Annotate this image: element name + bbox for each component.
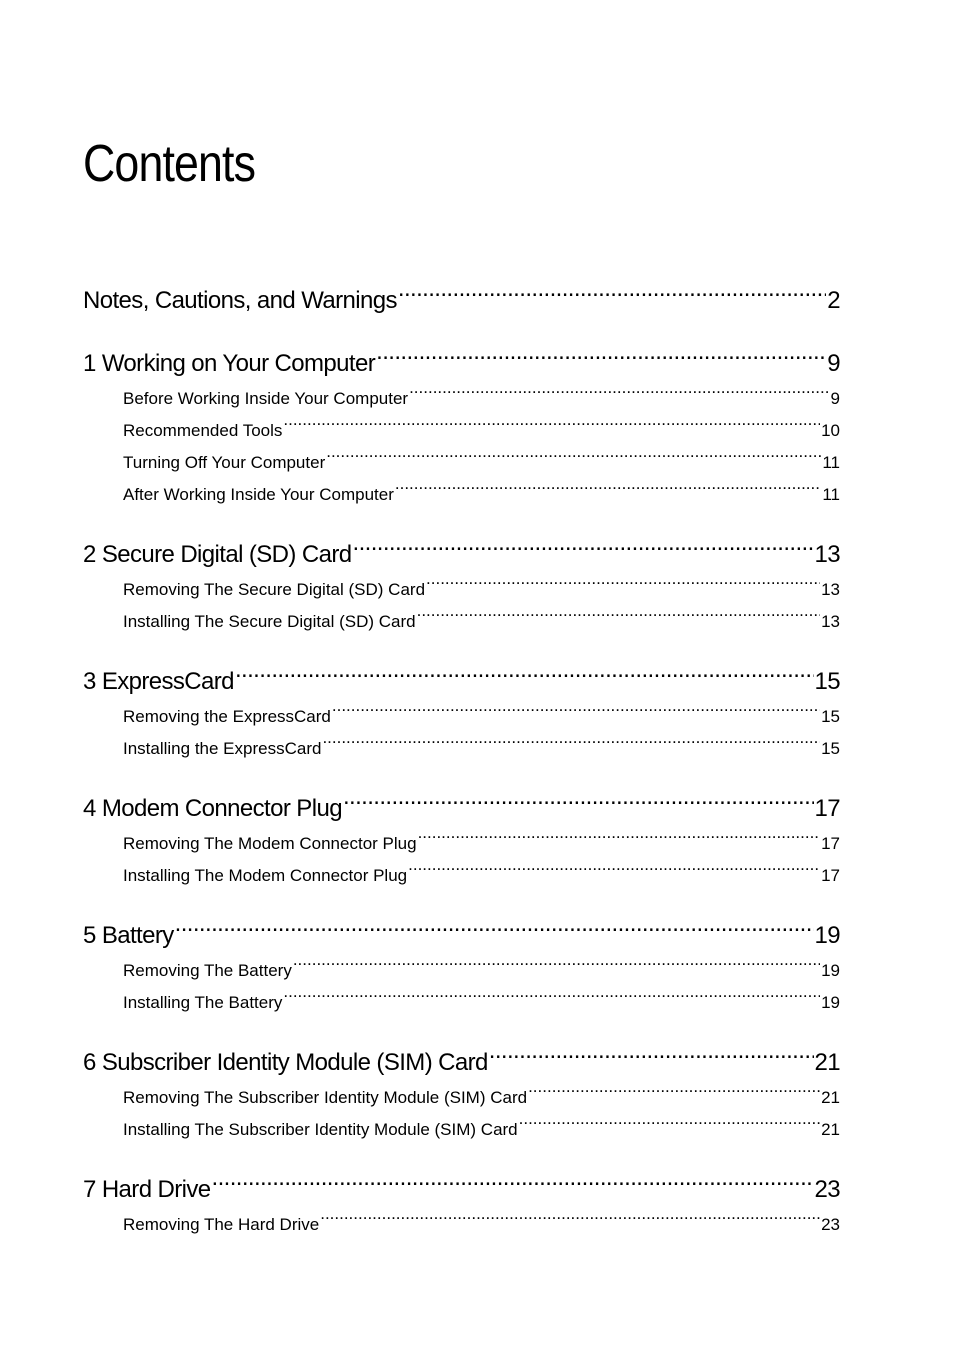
toc-section	[83, 663, 840, 765]
dot-leader	[353, 538, 814, 562]
page-title: Contents	[83, 135, 256, 193]
toc-chapter-entry[interactable]	[83, 917, 840, 955]
toc-subsection-entry[interactable]	[83, 701, 840, 733]
dot-leader	[175, 919, 814, 943]
toc-subsection-entry[interactable]	[83, 860, 840, 892]
toc-chapter-entry[interactable]	[83, 1171, 840, 1209]
toc-page-number: 15	[821, 707, 840, 726]
toc-page-number: 21	[821, 1088, 840, 1107]
toc-page-number: 19	[814, 922, 840, 949]
dot-leader	[417, 610, 820, 627]
toc-section	[83, 1044, 840, 1146]
toc-page-number: 13	[821, 580, 840, 599]
dot-leader	[398, 284, 826, 308]
dot-leader	[235, 665, 814, 689]
toc-subsection-entry[interactable]	[83, 987, 840, 1019]
dot-leader	[283, 419, 820, 436]
toc-subsection-entry[interactable]	[83, 828, 840, 860]
dot-leader	[212, 1173, 814, 1197]
toc-page-number: 9	[830, 389, 840, 408]
toc-section	[83, 1171, 840, 1241]
toc-subsection-entry[interactable]	[83, 447, 840, 479]
toc-entry-title: Installing The Battery	[123, 993, 283, 1012]
toc-entry-title: 2 Secure Digital (SD) Card	[83, 541, 352, 568]
toc-subsection-entry[interactable]	[83, 955, 840, 987]
toc-page-number: 23	[814, 1176, 840, 1203]
toc-page-number: 21	[814, 1049, 840, 1076]
toc-subsection-entry[interactable]	[83, 1082, 840, 1114]
dot-leader	[376, 347, 826, 371]
toc-subsection-entry[interactable]	[83, 1114, 840, 1146]
toc-page-number: 17	[814, 795, 840, 822]
toc-chapter-entry[interactable]	[83, 345, 840, 383]
toc-page-number: 15	[814, 668, 840, 695]
toc-entry-title: 6 Subscriber Identity Module (SIM) Card	[83, 1049, 488, 1076]
dot-leader	[320, 1213, 820, 1230]
toc-chapter-entry[interactable]	[83, 1044, 840, 1082]
toc-section	[83, 917, 840, 1019]
toc-chapter-entry[interactable]	[83, 663, 840, 701]
toc-entry-title: Before Working Inside Your Computer	[123, 389, 409, 408]
toc-page-number: 13	[821, 612, 840, 631]
dot-leader	[326, 451, 821, 468]
toc-page-number: 10	[821, 421, 840, 440]
toc-section	[83, 790, 840, 892]
toc-section	[83, 536, 840, 638]
toc-subsection-entry[interactable]	[83, 606, 840, 638]
dot-leader	[519, 1118, 820, 1135]
toc-page-number: 21	[821, 1120, 840, 1139]
toc-entry-title: Notes, Cautions, and Warnings	[83, 287, 397, 314]
dot-leader	[322, 737, 820, 754]
toc-page-number: 23	[821, 1215, 840, 1234]
toc-entry-title: Removing The Subscriber Identity Module (SIM) Card	[123, 1088, 528, 1107]
toc-subsection-entry[interactable]	[83, 574, 840, 606]
toc-page-number: 17	[821, 866, 840, 885]
toc-entry-title: After Working Inside Your Computer	[123, 485, 394, 504]
toc-page-number: 15	[821, 739, 840, 758]
dot-leader	[343, 792, 814, 816]
dot-leader	[395, 483, 821, 500]
dot-leader	[332, 705, 820, 722]
toc-page-number: 19	[821, 961, 840, 980]
toc-entry-title: 1 Working on Your Computer	[83, 350, 376, 377]
toc-entry-title: Removing The Battery	[123, 961, 292, 980]
toc-entry-title: Removing the ExpressCard	[123, 707, 331, 726]
toc-entry-title: Installing The Subscriber Identity Module (SIM) Card	[123, 1120, 518, 1139]
toc-page-number: 17	[821, 834, 840, 853]
toc-entry-title: 3 ExpressCard	[83, 668, 234, 695]
toc-entry-title: Removing The Secure Digital (SD) Card	[123, 580, 426, 599]
dot-leader	[293, 959, 820, 976]
toc-section	[83, 345, 840, 511]
toc-subsection-entry[interactable]	[83, 479, 840, 511]
toc-entry-title: Installing The Modem Connector Plug	[123, 866, 408, 885]
toc-page-number: 19	[821, 993, 840, 1012]
dot-leader	[426, 578, 820, 595]
toc-subsection-entry[interactable]	[83, 733, 840, 765]
toc-entry-title: Installing the ExpressCard	[123, 739, 322, 758]
toc-chapter-entry[interactable]	[83, 536, 840, 574]
toc-chapter-entry[interactable]	[83, 282, 840, 320]
toc-page-number: 13	[814, 541, 840, 568]
dot-leader	[409, 387, 829, 404]
toc-entry-title: Removing The Hard Drive	[123, 1215, 320, 1234]
toc-entry-title: 5 Battery	[83, 922, 174, 949]
toc-entry-title: 7 Hard Drive	[83, 1176, 211, 1203]
toc-section	[83, 282, 840, 320]
toc-entry-title: Removing The Modem Connector Plug	[123, 834, 417, 853]
toc-subsection-entry[interactable]	[83, 1209, 840, 1241]
toc-subsection-entry[interactable]	[83, 415, 840, 447]
dot-leader	[418, 832, 821, 849]
dot-leader	[528, 1086, 820, 1103]
toc-subsection-entry[interactable]	[83, 383, 840, 415]
toc-page-number: 9	[827, 350, 840, 377]
toc-page-number: 2	[827, 287, 840, 314]
toc-entry-title: Installing The Secure Digital (SD) Card	[123, 612, 416, 631]
toc-chapter-entry[interactable]	[83, 790, 840, 828]
toc-page-number: 11	[822, 453, 840, 472]
toc-entry-title: Turning Off Your Computer	[123, 453, 326, 472]
table-of-contents	[83, 282, 840, 1266]
dot-leader	[489, 1046, 814, 1070]
toc-entry-title: Recommended Tools	[123, 421, 283, 440]
toc-page-number: 11	[822, 485, 840, 504]
toc-entry-title: 4 Modem Connector Plug	[83, 795, 342, 822]
dot-leader	[408, 864, 820, 881]
dot-leader	[283, 991, 820, 1008]
